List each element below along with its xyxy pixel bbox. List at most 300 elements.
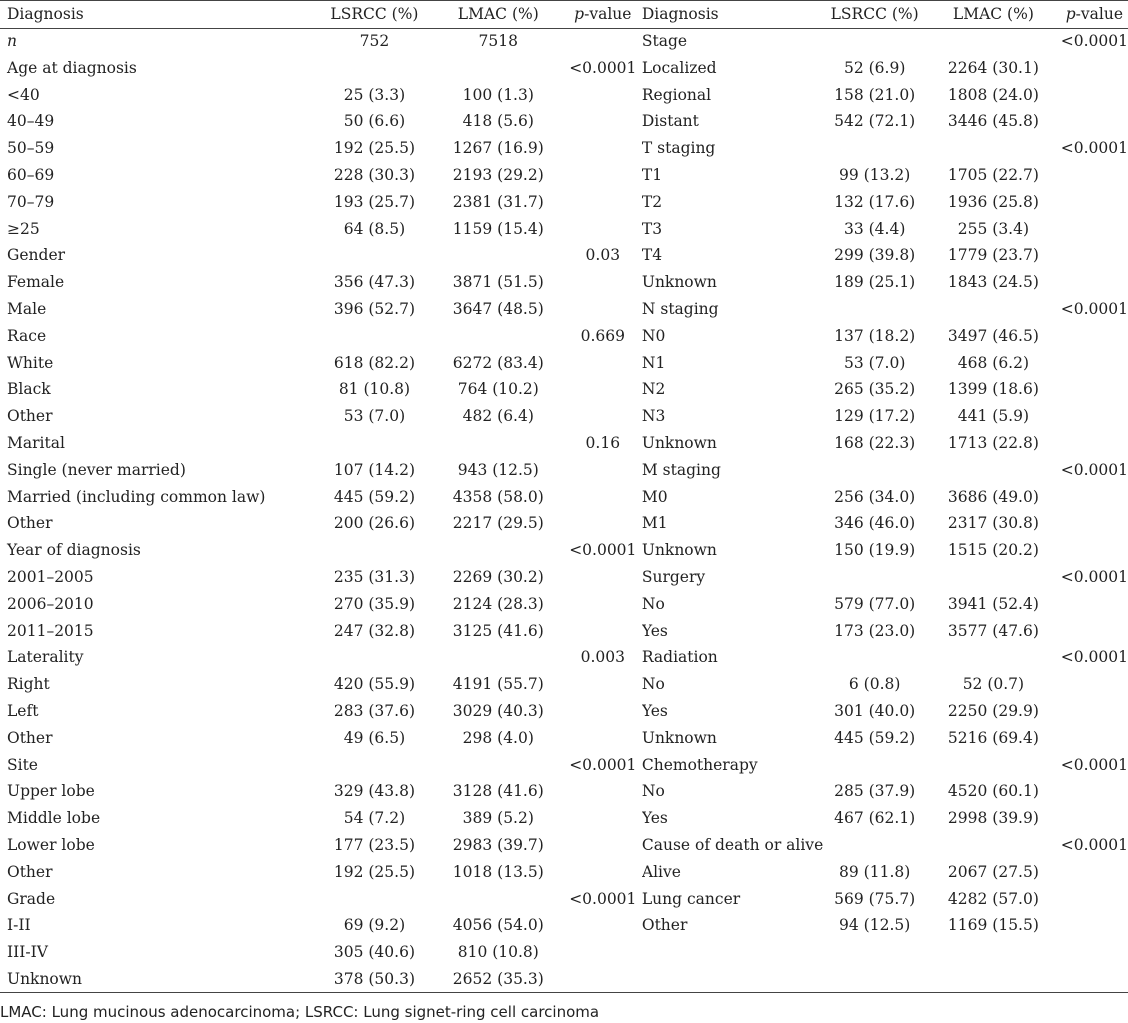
lsrcc-cell [823,564,926,591]
empty-cell [926,966,1061,993]
lsrcc-cell [316,430,433,457]
table-row [0,350,1128,377]
lsrcc-cell: 445 (59.2) [834,728,916,747]
table-row [0,269,1128,296]
row-label: Unknown [641,541,717,560]
table-row [0,216,1128,243]
lmac-cell: 2124 (28.3) [452,594,544,613]
lsrcc-cell: 569 (75.7) [834,889,916,908]
p-value-cell [564,403,642,430]
row-label: n [7,32,17,50]
empty-cell [823,966,926,993]
lmac-cell [433,886,564,913]
lsrcc-cell [823,832,926,859]
lsrcc-cell [823,752,926,779]
table-row [0,376,1128,403]
row-label: N1 [641,353,666,372]
lsrcc-cell: 137 (18.2) [834,326,916,345]
p-value-cell [1061,242,1128,269]
lmac-cell: 1705 (22.7) [947,165,1039,184]
lmac-cell: 298 (4.0) [462,728,534,747]
row-label: Laterality [7,648,84,667]
p-value-cell: 0.16 [585,433,621,452]
p-value-cell: 0.03 [585,246,621,265]
lsrcc-cell: 420 (55.9) [333,675,415,694]
lmac-cell: 3029 (40.3) [452,701,544,720]
lmac-cell [926,135,1061,162]
lsrcc-cell: 305 (40.6) [333,943,415,962]
lmac-cell: 389 (5.2) [462,809,534,828]
table-row [0,778,1128,805]
p-value-cell [1061,671,1128,698]
row-label: Regional [641,85,712,104]
p-value-cell: <0.0001 [1060,648,1128,667]
lsrcc-cell: 356 (47.3) [333,273,415,292]
empty-cell [1061,966,1128,993]
lmac-cell [926,832,1061,859]
lsrcc-cell: 270 (35.9) [333,594,415,613]
row-label: 40–49 [7,112,55,131]
lsrcc-cell: 54 (7.2) [343,809,406,828]
lsrcc-cell [316,752,433,779]
table-row [0,859,1128,886]
lsrcc-cell: 618 (82.2) [333,353,415,372]
p-value-cell [564,805,642,832]
row-label: Black [7,380,51,399]
lsrcc-cell: 64 (8.5) [343,219,406,238]
p-value-cell [1061,269,1128,296]
row-label: M1 [641,514,668,533]
lmac-cell: 2264 (30.1) [947,58,1039,77]
lmac-cell [433,752,564,779]
col-header-diagnosis-right: Diagnosis [641,5,719,24]
p-value-cell [564,859,642,886]
lsrcc-cell: 247 (32.8) [333,621,415,640]
p-value-cell: <0.0001 [569,755,637,774]
lmac-cell: 3497 (46.5) [947,326,1039,345]
p-value-cell: 0.669 [580,326,625,345]
lmac-cell: 418 (5.6) [462,112,534,131]
row-label: Unknown [7,969,83,988]
lsrcc-cell [316,242,433,269]
row-label: 2011–2015 [7,621,94,640]
lsrcc-cell: 132 (17.6) [834,192,916,211]
p-value-cell: 0.003 [580,648,625,667]
p-value-cell [1061,403,1128,430]
row-label: Marital [7,433,65,452]
table-row [0,752,1128,779]
empty-cell [642,939,823,966]
empty-cell [926,939,1061,966]
p-value-cell [1061,350,1128,377]
lsrcc-cell: 158 (21.0) [834,85,916,104]
lmac-cell [926,644,1061,671]
lmac-cell: 2381 (31.7) [452,192,544,211]
p-value-cell [1061,216,1128,243]
table-row [0,430,1128,457]
lsrcc-cell: 579 (77.0) [834,594,916,613]
lsrcc-cell: 173 (23.0) [834,621,916,640]
p-value-cell [1061,108,1128,135]
row-label: Yes [641,809,668,828]
lsrcc-cell: 256 (34.0) [834,487,916,506]
row-label: Year of diagnosis [7,541,141,560]
lsrcc-cell: 193 (25.7) [333,192,415,211]
col-header-lmac-right: LMAC (%) [952,5,1034,24]
lmac-cell: 1936 (25.8) [947,192,1039,211]
lmac-cell: 1515 (20.2) [947,541,1039,560]
row-label: Middle lobe [7,809,101,828]
col-header-lsrcc: LSRCC (%) [330,5,419,24]
lsrcc-cell: 346 (46.0) [834,514,916,533]
lmac-cell: 2998 (39.9) [947,809,1039,828]
lmac-cell: 3941 (52.4) [947,594,1039,613]
p-value-cell: <0.0001 [1060,567,1128,586]
col-header-lmac: LMAC (%) [457,5,539,24]
lmac-cell: 3647 (48.5) [452,299,544,318]
p-value-cell [564,216,642,243]
p-value-cell [564,618,642,645]
lmac-cell [926,28,1061,55]
lmac-cell: 2193 (29.2) [452,165,544,184]
row-label: Unknown [641,728,717,747]
p-value-cell [1061,510,1128,537]
lsrcc-cell: 69 (9.2) [343,916,406,935]
lmac-cell: 4282 (57.0) [947,889,1039,908]
table-row [0,671,1128,698]
lmac-cell: 100 (1.3) [462,85,534,104]
lsrcc-cell: 228 (30.3) [333,165,415,184]
p-value-cell: <0.0001 [1060,835,1128,854]
row-label: 50–59 [7,139,55,158]
row-label: Male [7,299,47,318]
lmac-cell: 52 (0.7) [962,675,1025,694]
lmac-cell: 1843 (24.5) [947,273,1039,292]
p-value-cell [564,484,642,511]
lsrcc-cell: 299 (39.8) [834,246,916,265]
lsrcc-cell: 396 (52.7) [333,299,415,318]
row-label: T3 [641,219,663,238]
lsrcc-cell: 33 (4.4) [843,219,906,238]
lmac-cell: 4358 (58.0) [452,487,544,506]
lmac-cell: 764 (10.2) [457,380,539,399]
lsrcc-cell: 752 [359,32,390,50]
table-row [0,135,1128,162]
table-row [0,886,1128,913]
p-value-cell: <0.0001 [569,541,637,560]
lsrcc-cell: 285 (37.9) [834,782,916,801]
lsrcc-cell: 301 (40.0) [834,701,916,720]
lmac-cell [926,457,1061,484]
row-label: 60–69 [7,165,55,184]
p-value-cell [1061,376,1128,403]
lmac-cell: 3128 (41.6) [452,782,544,801]
row-label: 70–79 [7,192,55,211]
table-row [0,403,1128,430]
table-row [0,484,1128,511]
table-row [0,591,1128,618]
table-row [0,564,1128,591]
lsrcc-cell: 192 (25.5) [333,139,415,158]
lsrcc-cell: 283 (37.6) [333,701,415,720]
lsrcc-cell: 52 (6.9) [843,58,906,77]
p-value-cell [564,28,642,55]
lmac-cell: 2317 (30.8) [947,514,1039,533]
lmac-cell [433,644,564,671]
lmac-cell: 255 (3.4) [957,219,1030,238]
p-value-cell [1061,430,1128,457]
lmac-cell: 468 (6.2) [957,353,1030,372]
p-value-cell: <0.0001 [1060,755,1128,774]
lsrcc-cell [823,457,926,484]
col-header-diagnosis: Diagnosis [7,5,84,24]
p-value-cell [564,135,642,162]
lmac-cell [433,242,564,269]
p-value-cell: <0.0001 [1060,139,1128,158]
lsrcc-cell: 6 (0.8) [848,675,901,694]
lsrcc-cell [823,644,926,671]
lmac-cell: 3446 (45.8) [947,112,1039,131]
p-value-cell [564,966,642,993]
table-row [0,242,1128,269]
table-row [0,55,1128,82]
lmac-cell: 1018 (13.5) [452,862,544,881]
lmac-cell: 2250 (29.9) [947,701,1039,720]
row-label: Other [7,862,53,881]
lmac-cell: 810 (10.8) [457,943,539,962]
row-label: Female [7,273,65,292]
p-value-cell [1061,805,1128,832]
row-label: Unknown [641,273,717,292]
lmac-cell: 1267 (16.9) [452,139,544,158]
row-label: Gender [7,246,66,265]
row-label: Upper lobe [7,782,95,801]
lmac-cell [926,752,1061,779]
row-label: No [641,782,665,801]
table-row [0,966,1128,993]
lmac-cell: 4191 (55.7) [452,675,544,694]
table-row [0,82,1128,109]
p-value-cell [564,912,642,939]
table-row [0,108,1128,135]
row-label: Radiation [641,648,718,667]
table-row [0,805,1128,832]
lmac-cell: 441 (5.9) [957,407,1030,426]
lmac-cell: 1713 (22.8) [947,433,1039,452]
row-label: Single (never married) [7,460,186,479]
p-value-cell [564,698,642,725]
lmac-cell: 1399 (18.6) [947,380,1039,399]
row-label: Yes [641,621,668,640]
row-label: No [641,594,665,613]
p-value-cell [564,939,642,966]
col-header-p-value [564,1,642,28]
row-label: Right [7,675,50,694]
lsrcc-cell [823,28,926,55]
p-value-cell [564,162,642,189]
p-value-cell [1061,591,1128,618]
row-label: M staging [641,460,721,479]
row-label: N2 [641,380,666,399]
row-label: N3 [641,407,666,426]
p-italic: p [574,5,585,24]
lmac-cell: 3577 (47.6) [947,621,1039,640]
lmac-cell: 1808 (24.0) [947,85,1039,104]
row-label: Other [7,407,53,426]
lmac-cell: 482 (6.4) [462,407,534,426]
lsrcc-cell: 53 (7.0) [843,353,906,372]
lsrcc-cell [316,537,433,564]
col-header-lsrcc-right: LSRCC (%) [830,5,919,24]
lmac-cell [433,55,564,82]
p-value-cell [564,725,642,752]
row-label: Lung cancer [641,889,741,908]
lsrcc-cell: 94 (12.5) [839,916,911,935]
p-value-cell [564,296,642,323]
row-label: III-IV [7,943,48,962]
table-row [0,698,1128,725]
lmac-cell [926,296,1061,323]
lsrcc-cell: 99 (13.2) [839,165,911,184]
row-label: Yes [641,701,668,720]
lsrcc-cell [823,135,926,162]
lmac-cell: 4520 (60.1) [947,782,1039,801]
lsrcc-cell: 53 (7.0) [343,407,406,426]
row-label: Lower lobe [7,835,95,854]
lsrcc-cell: 107 (14.2) [333,460,415,479]
row-label: Alive [641,862,681,881]
lmac-cell: 3125 (41.6) [452,621,544,640]
table-footnote: LMAC: Lung mucinous adenocarcinoma; LSRCC: Lung signet-ring cell carcinoma [0,1003,600,1021]
lmac-cell: 1159 (15.4) [452,219,544,238]
lmac-cell [433,323,564,350]
lsrcc-cell: 200 (26.6) [333,514,415,533]
row-label: Race [7,326,47,345]
row-label: Unknown [641,433,717,452]
row-label: Other [7,514,53,533]
lmac-cell [926,564,1061,591]
p-value-cell [1061,82,1128,109]
row-label: Left [7,701,39,720]
lmac-cell: 4056 (54.0) [452,916,544,935]
lmac-cell [433,537,564,564]
lmac-cell: 2217 (29.5) [452,514,544,533]
table-row [0,725,1128,752]
row-label: T1 [641,165,663,184]
lmac-cell: 5216 (69.4) [947,728,1039,747]
characteristics-table [0,1,1128,993]
p-value-cell [1061,778,1128,805]
row-label: Cause of death or alive [641,835,824,854]
lmac-cell: 943 (12.5) [457,460,539,479]
lmac-cell: 2269 (30.2) [452,567,544,586]
p-value-cell [1061,162,1128,189]
p-value-cell [1061,323,1128,350]
p-value-cell [564,269,642,296]
row-label: M0 [641,487,668,506]
table-row [0,296,1128,323]
row-label: Grade [7,889,56,908]
p-value-cell [1061,484,1128,511]
lmac-cell: 7518 [478,32,518,50]
row-label: Stage [641,32,688,50]
empty-cell [823,939,926,966]
table-row [0,912,1128,939]
p-italic: p [1065,5,1076,24]
table-row [0,457,1128,484]
col-header-p-value-right [1061,1,1128,28]
table-row [0,939,1128,966]
lmac-cell: 2652 (35.3) [452,969,544,988]
row-label: 2006–2010 [7,594,94,613]
p-value-cell [564,778,642,805]
row-label: White [7,353,54,372]
row-label: ≥25 [7,219,40,238]
p-value-cell: <0.0001 [569,889,637,908]
p-value-cell [1061,537,1128,564]
lsrcc-cell: 235 (31.3) [333,567,415,586]
row-label: Distant [641,112,699,131]
p-value-cell [564,510,642,537]
row-label: Site [7,755,38,774]
p-value-cell [564,832,642,859]
lsrcc-cell: 89 (11.8) [839,862,911,881]
lsrcc-cell [316,323,433,350]
table-row [0,618,1128,645]
p-value-cell [1061,189,1128,216]
lsrcc-cell: 25 (3.3) [343,85,406,104]
lsrcc-cell [316,55,433,82]
row-label: Age at diagnosis [7,58,137,77]
lsrcc-cell: 329 (43.8) [333,782,415,801]
table-row [0,537,1128,564]
lsrcc-cell: 378 (50.3) [333,969,415,988]
row-label: T2 [641,192,663,211]
p-value-cell [1061,859,1128,886]
row-label: 2001–2005 [7,567,94,586]
p-value-cell [1061,55,1128,82]
table-row [0,510,1128,537]
lmac-cell: 1779 (23.7) [947,246,1039,265]
table-row [0,323,1128,350]
p-value-cell: <0.0001 [1060,299,1128,318]
lsrcc-cell: 265 (35.2) [834,380,916,399]
p-value-cell [1061,725,1128,752]
lsrcc-cell [823,296,926,323]
p-value-cell [1061,618,1128,645]
lmac-cell: 6272 (83.4) [452,353,544,372]
p-value-cell: <0.0001 [1060,32,1128,50]
p-value-cell [564,350,642,377]
p-value-cell [564,376,642,403]
lsrcc-cell: 445 (59.2) [333,487,415,506]
lsrcc-cell: 150 (19.9) [834,541,916,560]
lsrcc-cell: 168 (22.3) [834,433,916,452]
p-value-cell [564,591,642,618]
lmac-cell: 2067 (27.5) [947,862,1039,881]
lsrcc-cell: 129 (17.2) [834,407,916,426]
lsrcc-cell: 467 (62.1) [834,809,916,828]
row-label: T4 [641,246,663,265]
table-body [0,28,1128,993]
row-label: T staging [641,139,716,158]
table-row [0,189,1128,216]
empty-cell [642,966,823,993]
p-value-cell [564,189,642,216]
p-value-cell [564,108,642,135]
row-label: Married (including common law) [7,487,266,506]
lmac-cell: 3871 (51.5) [452,273,544,292]
